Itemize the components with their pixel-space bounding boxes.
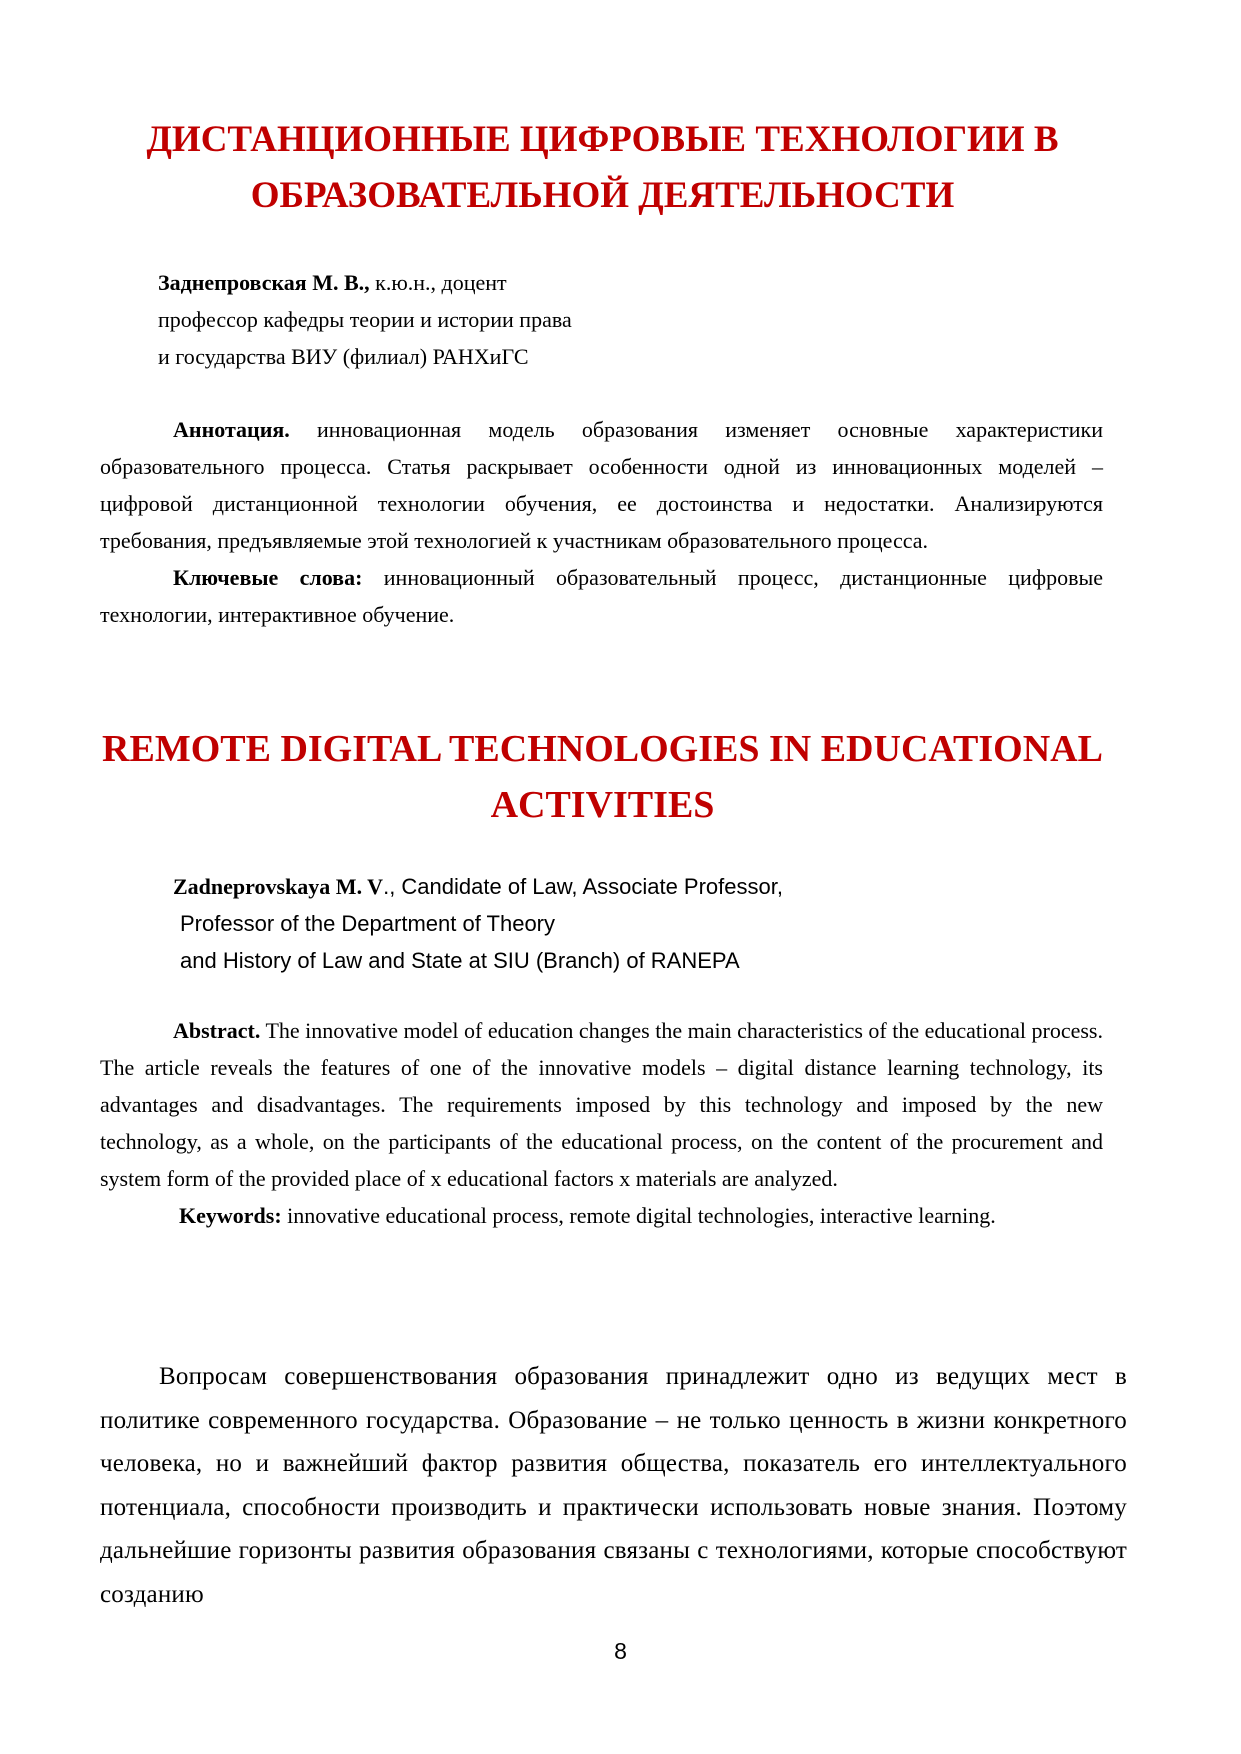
en-author-block (173, 868, 783, 979)
ru-keywords-label: Ключевые слова: (173, 565, 363, 590)
en-abstract-label: Abstract. (173, 1018, 261, 1043)
main-body (100, 1355, 1127, 1616)
ru-abstract-text: инновационная модель образования изменяет основные характеристики образовательного процесса. Статья раскрывает особенности одной из инновационных моделей – цифровой дистанционной технологии обучения, ее достоинства и недостатки. Анализируются требования, предъявляемые этой технологией к участникам образовательного процесса. (100, 417, 1103, 553)
en-keywords (100, 1197, 1103, 1234)
body-paragraph: Вопросам совершенствования образования принадлежит одно из ведущих мест в политике современного государства. Образование – не только ценность в жизни конкретного человека, но и важнейший фактор развития общества, показатель его интеллектуального потенциала, способности производить и практически использовать новые знания. Поэтому дальнейшие горизонты развития образования связаны с технологиями, которые способствуют созданию (100, 1363, 1127, 1608)
en-keywords-text: innovative educational process, remote digital technologies, interactive learning. (281, 1203, 996, 1228)
ru-title-line1: ДИСТАНЦИОННЫЕ ЦИФРОВЫЕ ТЕХНОЛОГИИ В (146, 119, 1059, 160)
en-title-line1: REMOTE DIGITAL TECHNOLOGIES IN EDUCATIONAL (102, 728, 1103, 770)
ru-abstract-block (100, 411, 1103, 633)
en-title-line2: ACTIVITIES (490, 784, 715, 826)
en-abstract (100, 1012, 1103, 1197)
ru-author-name: Заднепровская М. В., (158, 270, 370, 295)
ru-author-degree: к.ю.н., доцент (369, 270, 507, 295)
page-number: 8 (614, 1638, 627, 1664)
ru-keywords-text: инновационный образовательный процесс, дистанционные цифровые технологии, интерактивное обучение. (100, 565, 1104, 627)
ru-author-block (158, 264, 572, 375)
ru-abstract-label: Аннотация. (173, 417, 290, 442)
ru-abstract (100, 411, 1103, 559)
en-author-name: Zadneprovskaya M. V (173, 874, 384, 899)
en-keywords-label: Keywords: (179, 1203, 282, 1228)
ru-keywords (100, 559, 1103, 633)
en-abstract-block (100, 1012, 1103, 1234)
en-author-line1 (173, 868, 783, 905)
en-author-line2: Professor of the Department of Theory (180, 911, 555, 936)
ru-author-line2: профессор кафедры теории и истории права (158, 307, 572, 332)
ru-title (100, 112, 1105, 224)
en-abstract-text: The innovative model of education changes the main characteristics of the educational process. The article reveals the features of one of the innovative models – digital distance learning technology, its advantages and disadvantages. The requirements imposed by this technology and imposed by the new technology, as a whole, on the participants of the educational process, on the content of the procurement and system form of the provided place of x educational factors x materials are analyzed. (100, 1018, 1103, 1191)
ru-author-line1 (158, 264, 572, 301)
en-author-line3: and History of Law and State at SIU (Branch) of RANEPA (180, 948, 740, 973)
en-title (100, 721, 1105, 833)
ru-author-line3: и государства ВИУ (филиал) РАНХиГС (158, 344, 529, 369)
en-author-degree: ., Candidate of Law, Associate Professor, (383, 874, 783, 899)
ru-title-line2: ОБРАЗОВАТЕЛЬНОЙ ДЕЯТЕЛЬНОСТИ (250, 175, 955, 216)
